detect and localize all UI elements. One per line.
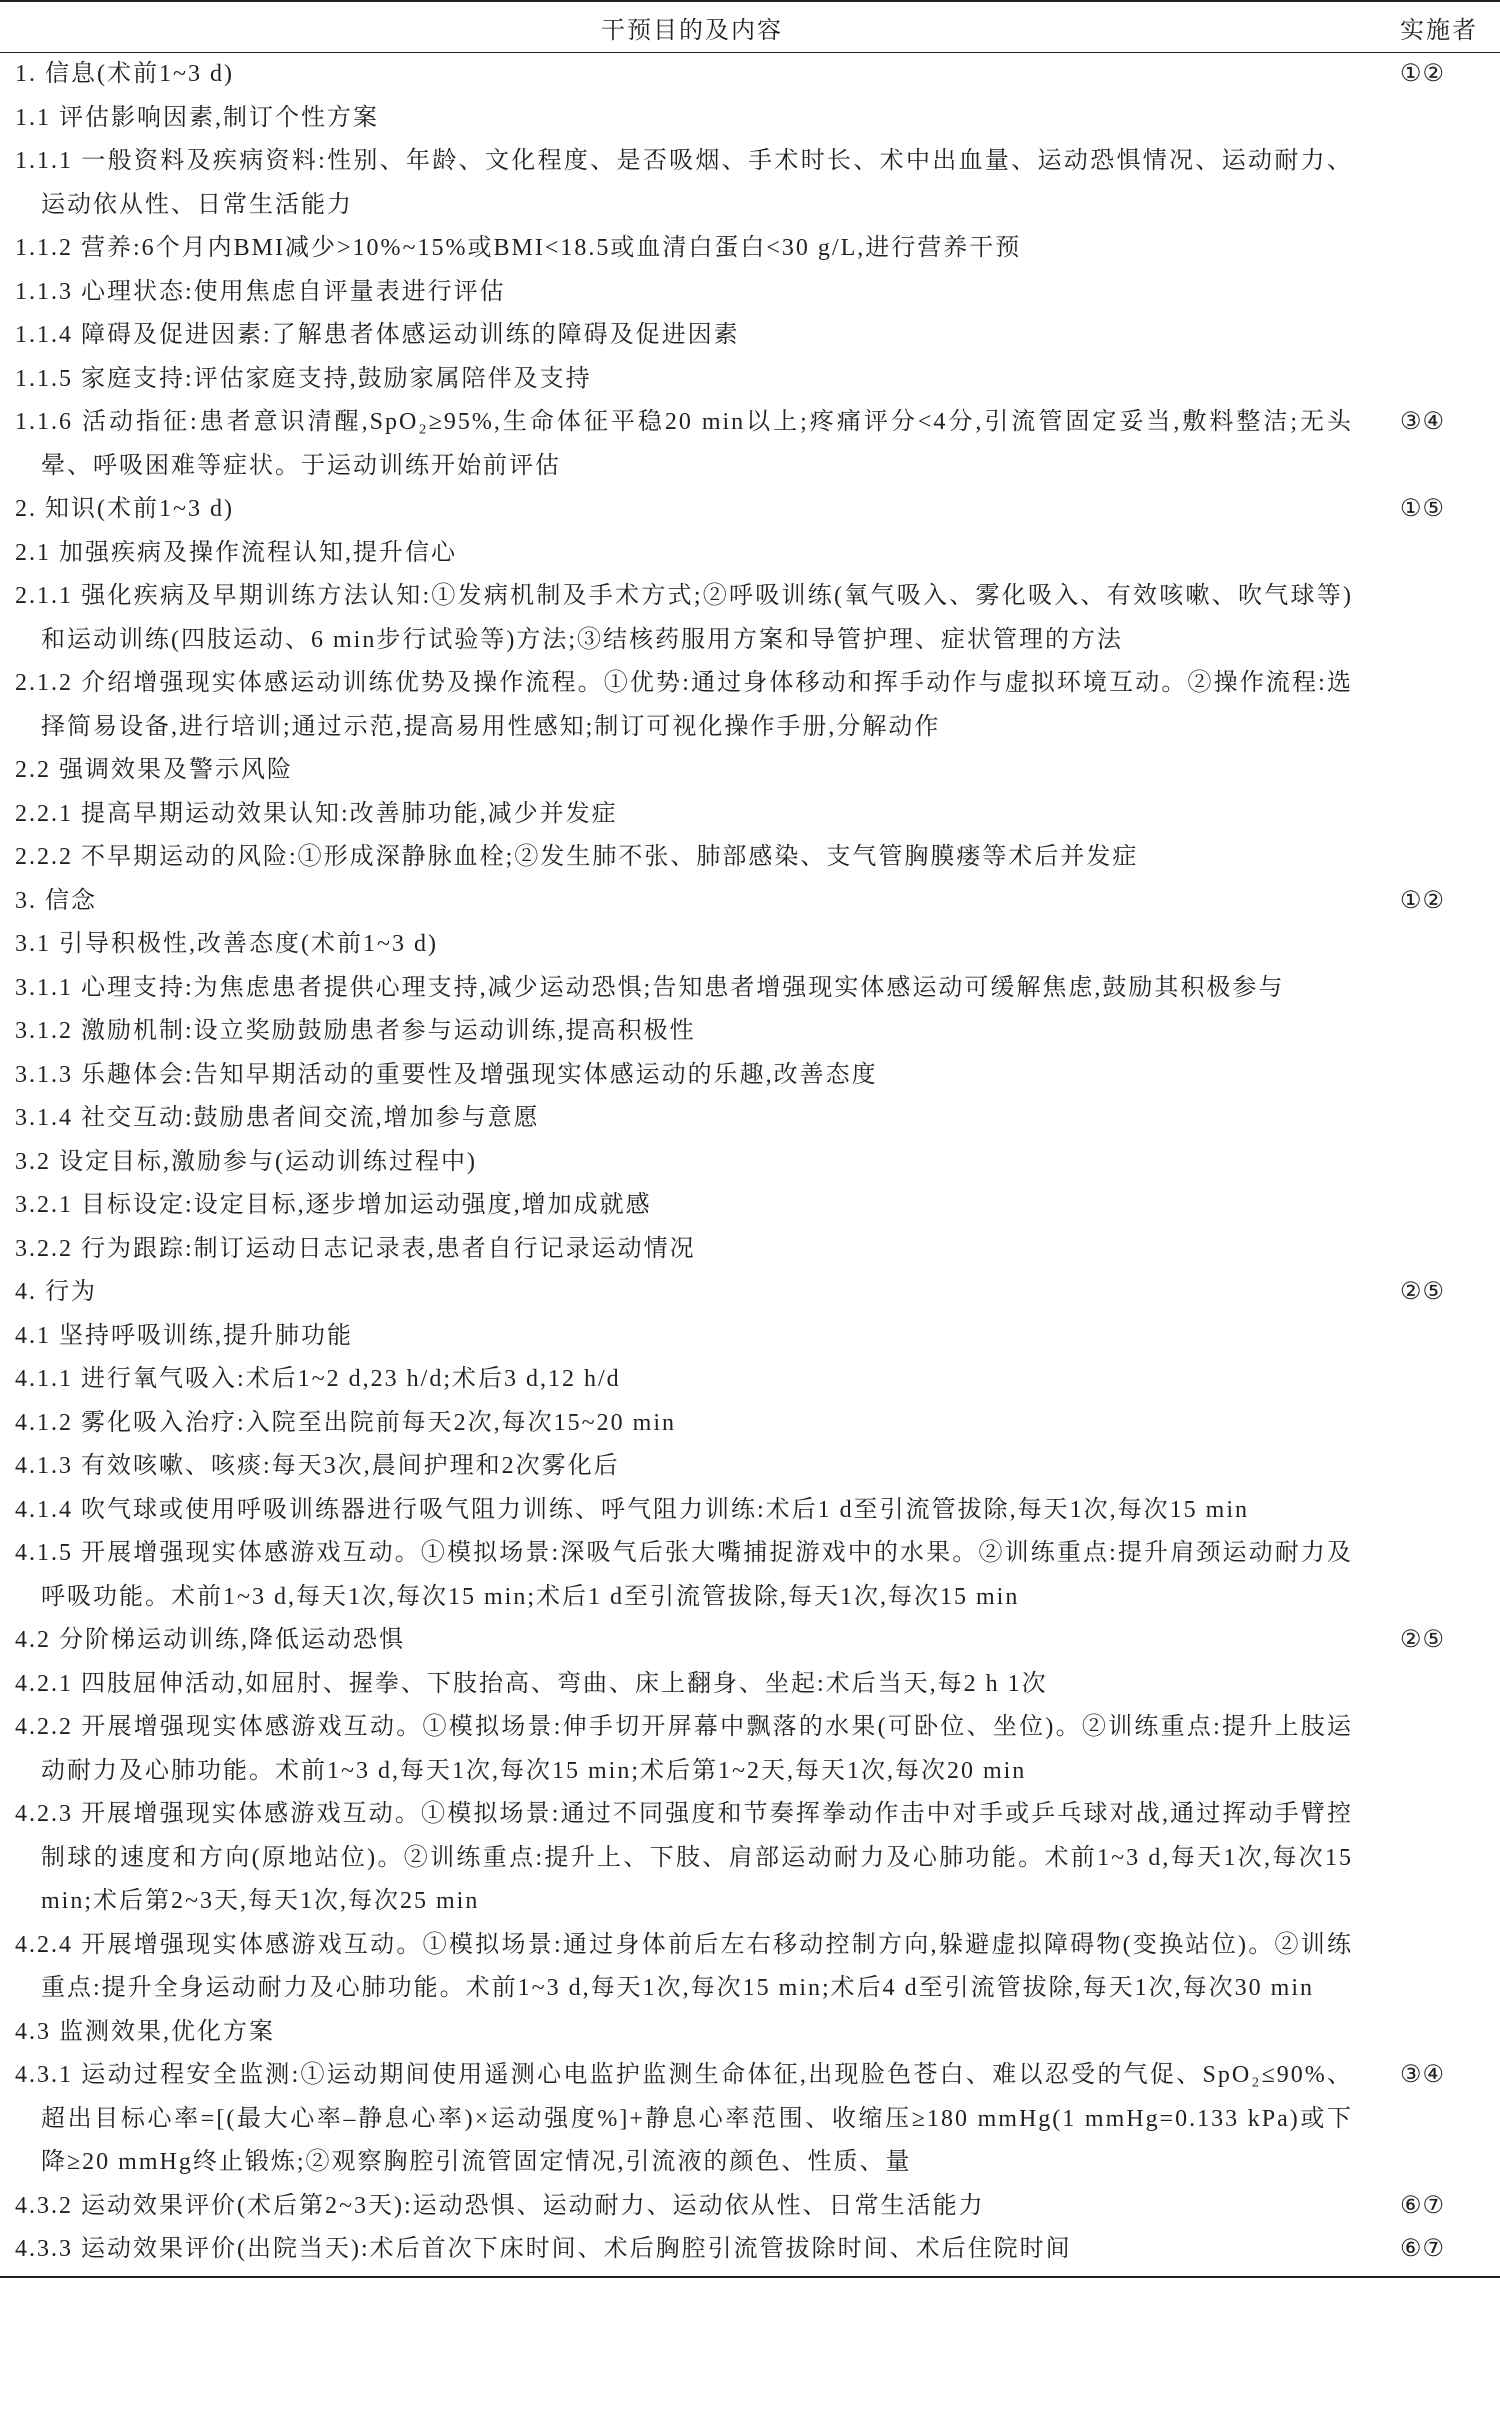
row-3-1 [0,923,1500,967]
implementer-cell [1384,1924,1500,2011]
implementer-cell: ⑥⑦ [1400,2192,1446,2219]
implementer-cell [1384,532,1500,576]
content-cell: 3.2.2 行为跟踪:制订运动日志记录表,患者自行记录运动情况 [15,1235,696,1262]
implementer-cell [1384,1445,1500,1489]
row-2 [0,488,1500,532]
content-cell: 1.1 评估影响因素,制订个性方案 [15,104,379,131]
row-1-1-3 [0,271,1500,315]
content-cell: 1.1.3 心理状态:使用焦虑自评量表进行评估 [15,278,506,305]
row-4-2-2 [0,1706,1500,1793]
content-cell: 3.1 引导积极性,改善态度(术前1~3 d) [15,931,438,957]
implementer-cell [1384,1663,1500,1707]
content-cell: 1. 信息(术前1~3 d) [15,61,234,87]
row-2-1-1 [0,575,1500,662]
content-cell: 4.1.1 进行氧气吸入:术后1~2 d,23 h/d;术后3 d,12 h/d [15,1366,621,1392]
row-4-2-3 [0,1793,1500,1924]
implementer-cell: ③④ [1400,409,1446,435]
row-1-1-6 [0,401,1500,488]
row-1-1-2 [0,227,1500,271]
row-3-2 [0,1141,1500,1185]
implementer-cell: ①② [1400,61,1446,87]
row-3-1-1 [0,967,1500,1011]
implementer-cell [1384,1228,1500,1272]
content-cell: 4.2.1 四肢屈伸活动,如屈肘、握拳、下肢抬高、弯曲、床上翻身、坐起:术后当天,每2 h 1次 [15,1670,1048,1697]
content-cell: 1.1.5 家庭支持:评估家庭支持,鼓励家属陪伴及支持 [15,365,592,392]
content-cell: 2.1.2 介绍增强现实体感运动训练优势及操作流程。①优势:通过身体移动和挥手动作与虚拟环境互动。②操作流程:选择简易设备,进行培训;通过示范,提高易用性感知;制订可视化操作手册,分解动作 [15,670,1353,740]
implementer-cell [1384,1097,1500,1141]
row-1-1 [0,97,1500,141]
implementer-cell [1384,1532,1500,1619]
implementer-cell: ⑥⑦ [1400,2236,1446,2262]
implementer-cell [1384,662,1500,749]
implementer-cell: ③④ [1400,2062,1446,2088]
content-cell: 3.2 设定目标,激励参与(运动训练过程中) [15,1148,477,1175]
content-cell: 2.1 加强疾病及操作流程认知,提升信心 [15,539,457,566]
row-3-1-3 [0,1054,1500,1098]
row-4-3-1 [0,2054,1500,2185]
content-cell: 2.2.1 提高早期运动效果认知:改善肺功能,减少并发症 [15,800,618,827]
content-cell: 4.1 坚持呼吸训练,提升肺功能 [15,1322,353,1349]
header-content: 干预目的及内容 [601,17,783,44]
content-cell: 4.1.4 吹气球或使用呼吸训练器进行吸气阻力训练、呼气阻力训练:术后1 d至引流管拔除,每天1次,每次15 min [15,1496,1250,1523]
content-cell: 1.1.2 营养:6个月内BMI减少>10%~15%或BMI<18.5或血清白蛋白<30 g/L,进行营养干预 [15,235,1022,261]
row-2-2-1 [0,793,1500,837]
row-3 [0,880,1500,924]
content-cell: 4.3 监测效果,优化方案 [15,2018,275,2045]
content-cell: 2. 知识(术前1~3 d) [15,496,234,522]
row-2-1-2 [0,662,1500,749]
row-3-1-2 [0,1010,1500,1054]
content-cell: 4.2 分阶梯运动训练,降低运动恐惧 [15,1627,405,1653]
content-cell: 3. 信念 [15,887,97,914]
implementer-cell [1384,1489,1500,1533]
implementer-cell [1384,314,1500,358]
row-4-1-5 [0,1532,1500,1619]
implementer-cell [1384,1358,1500,1402]
implementer-cell [1384,749,1500,793]
implementer-cell [1384,923,1500,967]
row-4-3-3 [0,2228,1500,2272]
implementer-cell [1384,140,1500,227]
implementer-cell [1384,1315,1500,1359]
table-header [0,2,1500,53]
content-cell: 1.1.4 障碍及促进因素:了解患者体感运动训练的障碍及促进因素 [15,322,740,348]
row-4-3 [0,2011,1500,2055]
content-cell: 4.3.2 运动效果评价(术后第2~3天):运动恐惧、运动耐力、运动依从性、日常生活能力 [15,2192,985,2219]
content-cell: 3.1.3 乐趣体会:告知早期活动的重要性及增强现实体感运动的乐趣,改善态度 [15,1061,878,1088]
row-3-2-1 [0,1184,1500,1228]
content-cell: 1.1.1 一般资料及疾病资料:性别、年龄、文化程度、是否吸烟、手术时长、术中出血量、运动恐惧情况、运动耐力、运动依从性、日常生活能力 [15,148,1353,218]
implementer-cell [1384,575,1500,662]
content-cell: 4. 行为 [15,1279,97,1305]
content-cell: 4.2.3 开展增强现实体感游戏互动。①模拟场景:通过不同强度和节奏挥拳动作击中对手或乒乓球对战,通过挥动手臂控制球的速度和方向(原地站位)。②训练重点:提升上、下肢、肩部运动耐力及心肺功能。术前1~3 d,每天1次,每次15 min;术后第2~3天,每天1次,每次25 min [15,1801,1353,1914]
implementer-cell [1384,1184,1500,1228]
content-cell: 4.3.3 运动效果评价(出院当天):术后首次下床时间、术后胸腔引流管拔除时间、术后住院时间 [15,2236,1072,2262]
content-cell: 1.1.6 活动指征:患者意识清醒,SpO₂≥95%,生命体征平稳20 min以上;疼痛评分<4分,引流管固定妥当,敷料整洁;无头晕、呼吸困难等症状。于运动训练开始前评估 [15,409,1353,479]
row-2-2-2 [0,836,1500,880]
content-cell: 4.2.2 开展增强现实体感游戏互动。①模拟场景:伸手切开屏幕中飘落的水果(可卧位、坐位)。②训练重点:提升上肢运动耐力及心肺功能。术前1~3 d,每天1次,每次15 min;术后第1~2天,每天1次,每次20 min [15,1714,1353,1784]
implementer-cell: ①⑤ [1400,496,1446,522]
row-4-1-3 [0,1445,1500,1489]
content-cell: 4.1.2 雾化吸入治疗:入院至出院前每天2次,每次15~20 min [15,1409,676,1436]
implementer-cell [1384,1141,1500,1185]
implementer-cell [1384,97,1500,141]
content-cell: 2.1.1 强化疾病及早期训练方法认知:①发病机制及手术方式;②呼吸训练(氧气吸入、雾化吸入、有效咳嗽、吹气球等)和运动训练(四肢运动、6 min步行试验等)方法;③结核药服用方案和导管护理、症状管理的方法 [15,583,1353,653]
content-cell: 3.1.1 心理支持:为焦虑患者提供心理支持,减少运动恐惧;告知患者增强现实体感运动可缓解焦虑,鼓励其积极参与 [15,974,1285,1001]
row-4-1-1 [0,1358,1500,1402]
table-body [0,53,1500,2276]
implementer-cell [1384,967,1500,1011]
row-1 [0,53,1500,97]
row-1-1-5 [0,358,1500,402]
content-cell: 2.2 强调效果及警示风险 [15,757,293,783]
content-cell: 3.1.2 激励机制:设立奖励鼓励患者参与运动训练,提高积极性 [15,1018,696,1044]
content-cell: 3.1.4 社交互动:鼓励患者间交流,增加参与意愿 [15,1105,540,1131]
row-1-1-1 [0,140,1500,227]
row-2-1 [0,532,1500,576]
implementer-cell [1384,1402,1500,1446]
row-4-2 [0,1619,1500,1663]
row-3-1-4 [0,1097,1500,1141]
header-implementer: 实施者 [1400,17,1478,44]
content-cell: 4.1.5 开展增强现实体感游戏互动。①模拟场景:深吸气后张大嘴捕捉游戏中的水果。②训练重点:提升肩颈运动耐力及呼吸功能。术前1~3 d,每天1次,每次15 min;术后1 d至引流管拔除,每天1次,每次15 min [15,1540,1353,1610]
content-cell: 4.3.1 运动过程安全监测:①运动期间使用遥测心电监护监测生命体征,出现脸色苍白、难以忍受的气促、SpO₂≤90%、超出目标心率=[(最大心率–静息心率)×运动强度%]+静息心率范围、收缩压≥180 mmHg(1 mmHg=0.133 kPa)或下降≥20 mmHg终止锻炼;②观察胸腔引流管固定情况,引流液的颜色、性质、量 [15,2062,1353,2175]
row-4-1-4 [0,1489,1500,1533]
content-cell: 4.1.3 有效咳嗽、咳痰:每天3次,晨间护理和2次雾化后 [15,1453,620,1479]
row-4-2-4 [0,1924,1500,2011]
implementer-cell: ②⑤ [1400,1279,1446,1305]
row-3-2-2 [0,1228,1500,1272]
content-cell: 3.2.1 目标设定:设定目标,逐步增加运动强度,增加成就感 [15,1192,652,1218]
row-1-1-4 [0,314,1500,358]
row-4 [0,1271,1500,1315]
implementer-cell: ①② [1400,887,1446,914]
implementer-cell [1384,793,1500,837]
row-4-2-1 [0,1663,1500,1707]
implementer-cell [1384,271,1500,315]
row-4-1 [0,1315,1500,1359]
row-4-3-2 [0,2185,1500,2229]
implementer-cell [1384,1706,1500,1793]
implementer-cell [1384,227,1500,271]
content-cell: 4.2.4 开展增强现实体感游戏互动。①模拟场景:通过身体前后左右移动控制方向,躲避虚拟障碍物(变换站位)。②训练重点:提升全身运动耐力及心肺功能。术前1~3 d,每天1次,每次15 min;术后4 d至引流管拔除,每天1次,每次30 min [15,1931,1353,2001]
implementer-cell [1384,1010,1500,1054]
implementer-cell [1384,1793,1500,1924]
row-2-2 [0,749,1500,793]
implementer-cell [1384,2011,1500,2055]
implementer-cell: ②⑤ [1400,1627,1446,1653]
content-cell: 2.2.2 不早期运动的风险:①形成深静脉血栓;②发生肺不张、肺部感染、支气管胸膜瘘等术后并发症 [15,844,1139,870]
row-4-1-2 [0,1402,1500,1446]
implementer-cell [1384,1054,1500,1098]
implementer-cell [1384,358,1500,402]
implementer-cell [1384,836,1500,880]
